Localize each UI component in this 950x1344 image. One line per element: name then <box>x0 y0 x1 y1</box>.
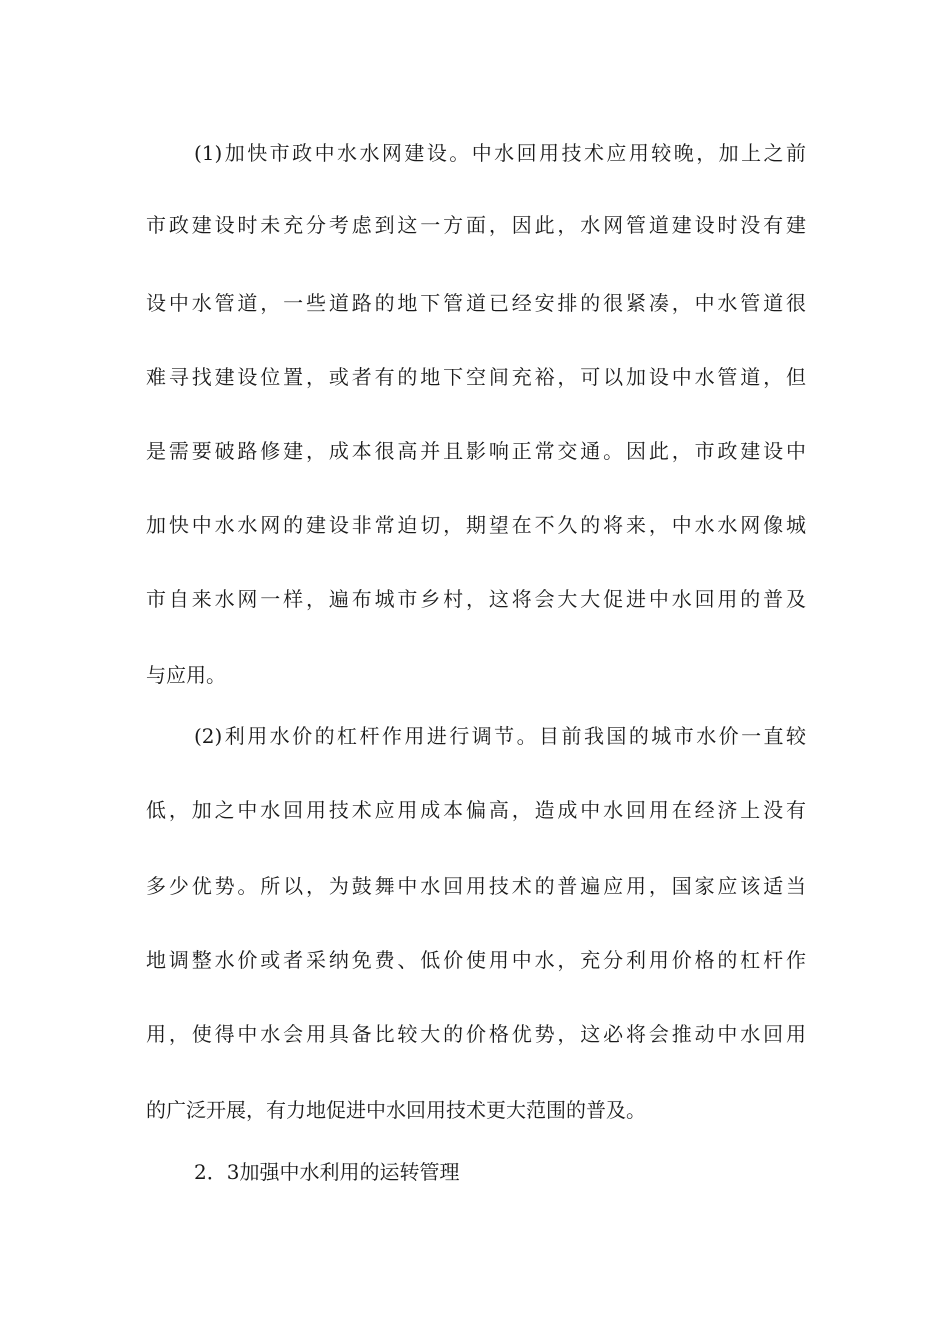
paragraph-1-line-2: 市政建设时未充分考虑到这一方面，因此，水网管道建设时没有建 <box>146 213 806 237</box>
paragraph-1-line-1: (1)加快市政中水水网建设。中水回用技术应用较晚，加上之前 <box>194 141 806 165</box>
paragraph-1-line-8: 与应用。 <box>146 663 226 687</box>
paragraph-1-line-4: 难寻找建设位置，或者有的地下空间充裕，可以加设中水管道，但 <box>146 365 806 389</box>
paragraph-2-line-6: 的广泛开展，有力地促进中水回用技术更大范围的普及。 <box>146 1098 646 1122</box>
paragraph-1-line-7: 市自来水网一样，遍布城市乡村，这将会大大促进中水回用的普及 <box>146 587 806 611</box>
paragraph-2-line-4: 地调整水价或者采纳免费、低价使用中水，充分利用价格的杠杆作 <box>146 948 806 972</box>
paragraph-2-line-5: 用，使得中水会用具备比较大的价格优势，这必将会推动中水回用 <box>146 1022 806 1046</box>
paragraph-1-line-6: 加快中水水网的建设非常迫切，期望在不久的将来，中水水网像城 <box>146 513 806 537</box>
paragraph-2-line-1: (2)利用水价的杠杆作用进行调节。目前我国的城市水价一直较 <box>194 724 806 748</box>
paragraph-1-line-5: 是需要破路修建，成本很高并且影响正常交通。因此，市政建设中 <box>146 439 806 463</box>
section-heading: 2．3加强中水利用的运转管理 <box>194 1160 460 1184</box>
paragraph-2-line-2: 低，加之中水回用技术应用成本偏高，造成中水回用在经济上没有 <box>146 798 806 822</box>
paragraph-2-line-3: 多少优势。所以，为鼓舞中水回用技术的普遍应用，国家应该适当 <box>146 874 806 898</box>
paragraph-1-line-3: 设中水管道，一些道路的地下管道已经安排的很紧凑，中水管道很 <box>146 291 806 315</box>
